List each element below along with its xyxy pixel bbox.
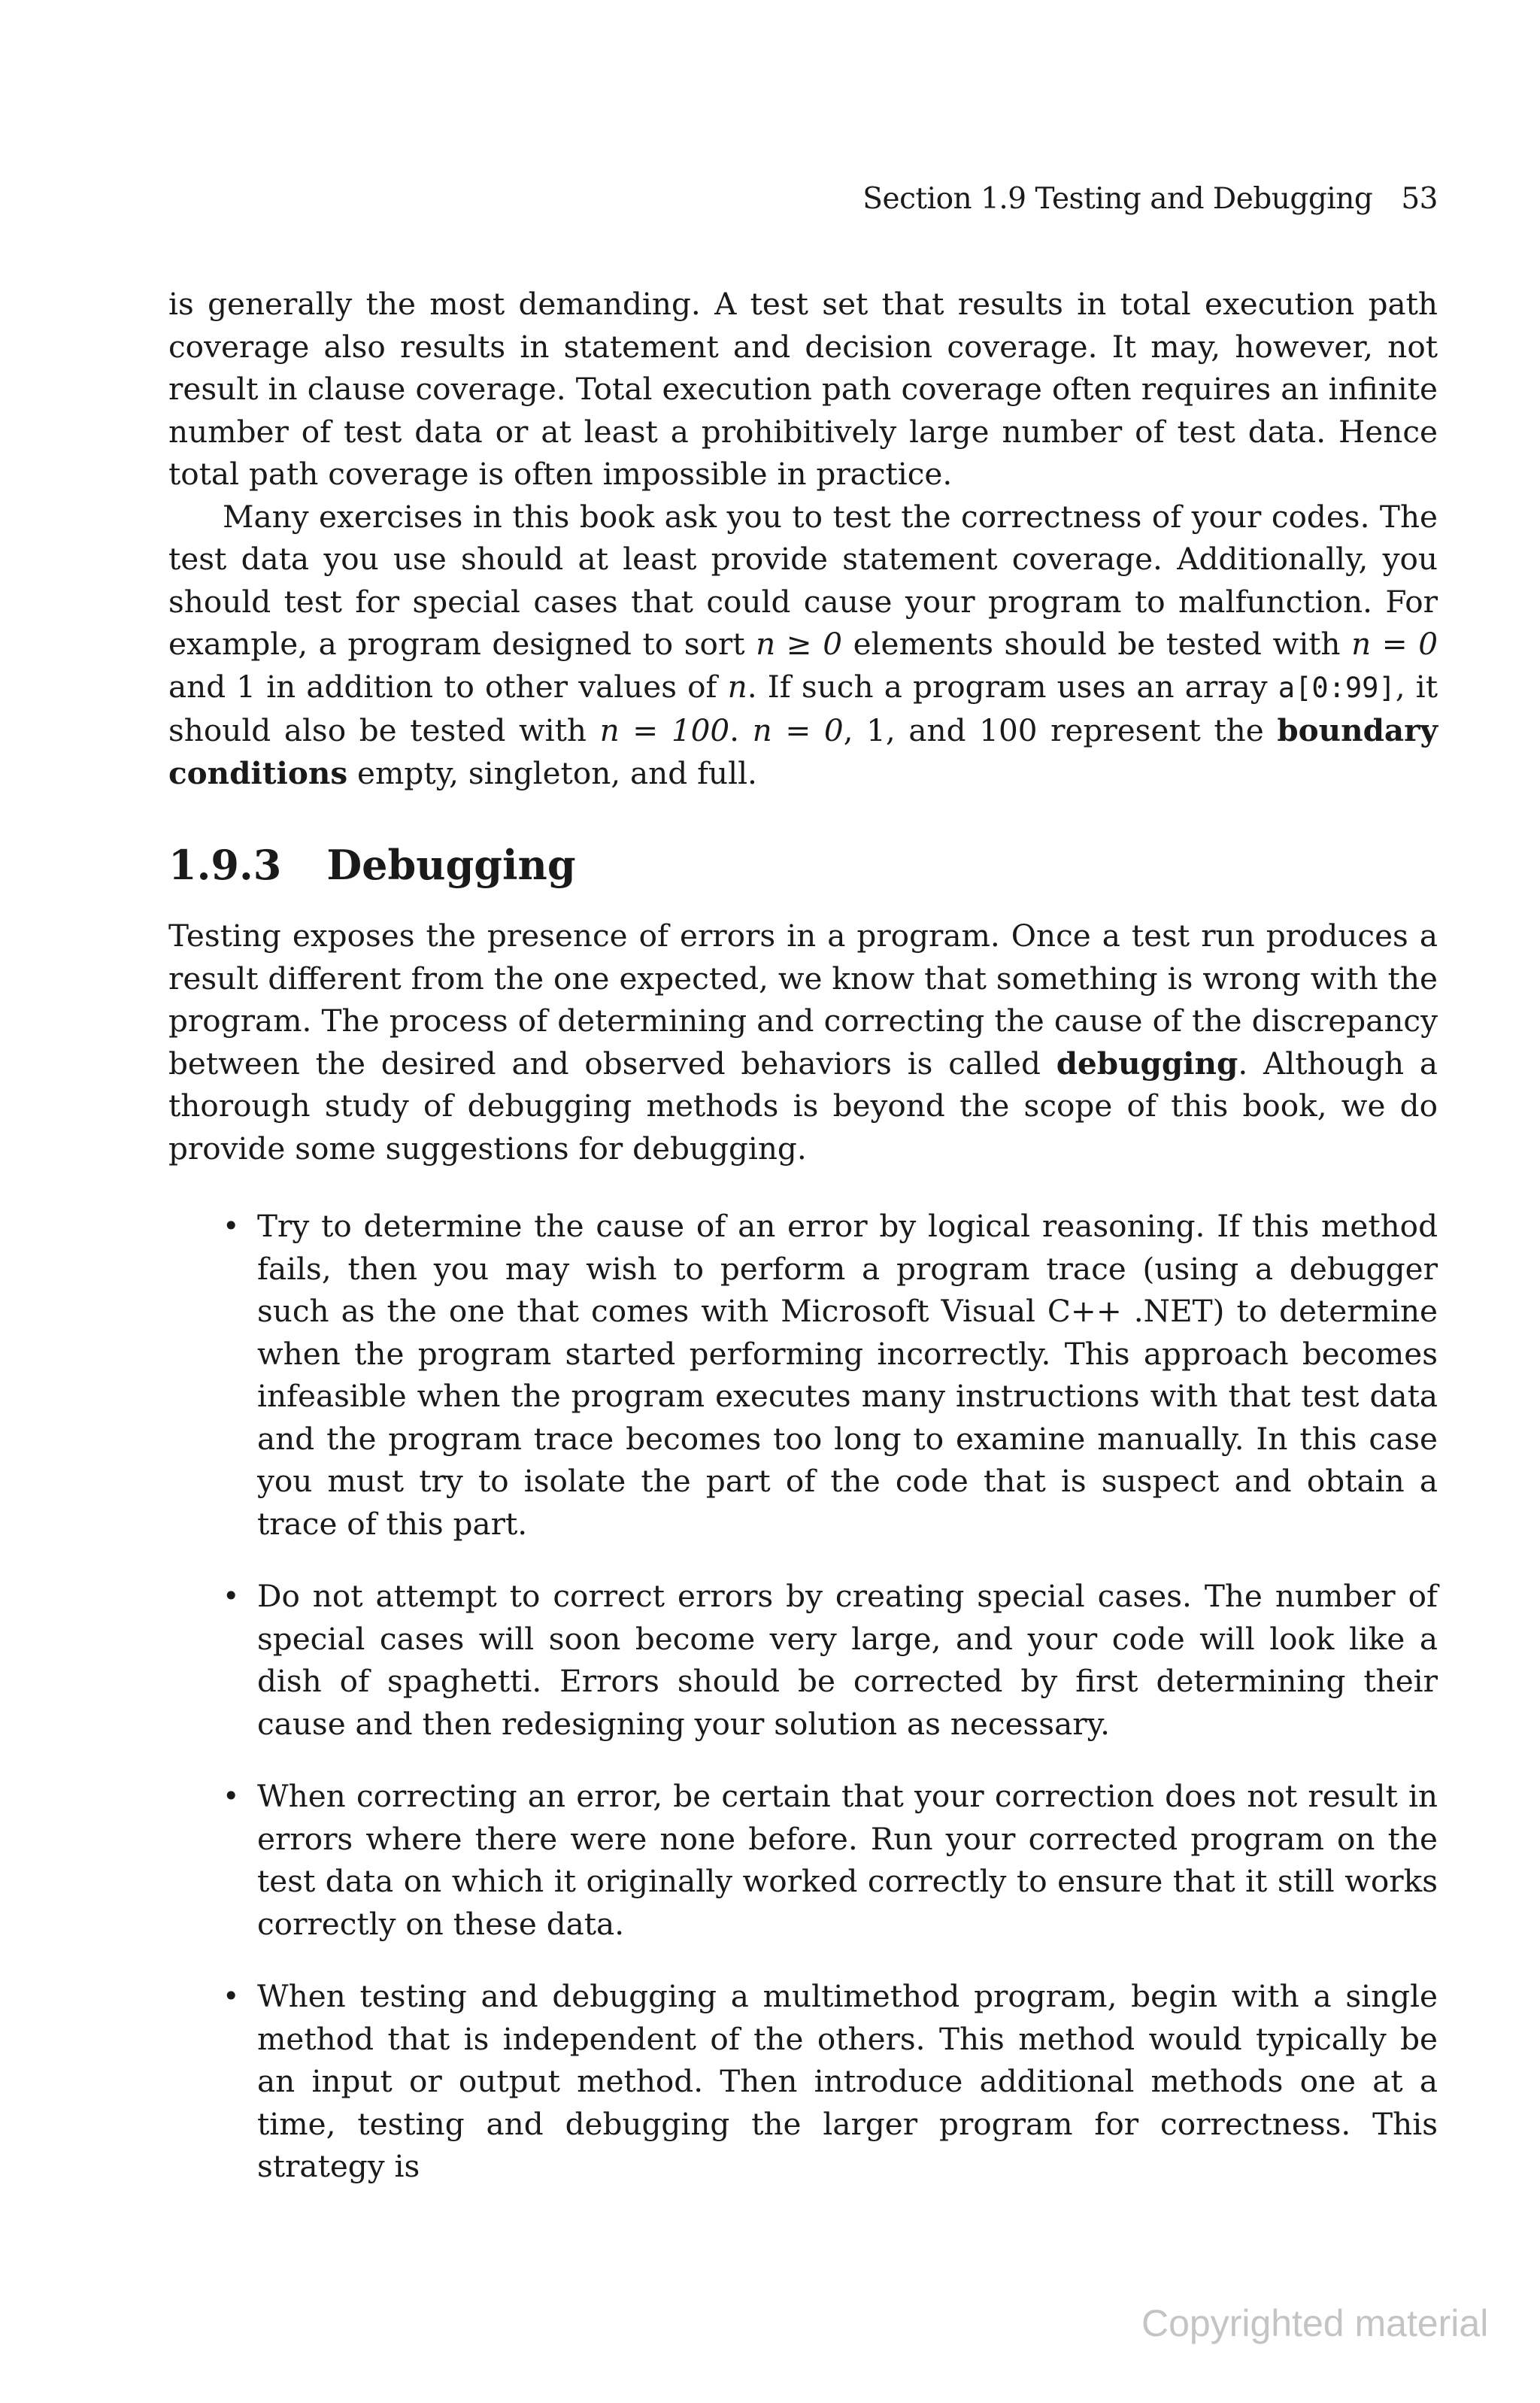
text-run: , 1, and 100 represent the — [843, 712, 1278, 748]
list-item-text: When correcting an error, be certain that your correction does not result in errors where there were none before. Run your corrected program on the test data on which it originally worked correctly to ensure that it still works correctly on these data. — [257, 1778, 1438, 1942]
section-number: 1.9.3 — [168, 841, 282, 889]
text-run: empty, singleton, and full. — [347, 754, 757, 791]
paragraph-test-data — [168, 496, 1438, 795]
bullet-icon: • — [223, 1779, 240, 1813]
bullet-icon: • — [223, 1209, 240, 1242]
list-item — [168, 1575, 1438, 1745]
list-item — [168, 1975, 1438, 2188]
debugging-suggestions-list — [168, 1205, 1438, 2188]
copyright-watermark: Copyrighted material — [1141, 2302, 1489, 2344]
section-heading — [168, 841, 576, 889]
bullet-icon: • — [223, 1980, 240, 2013]
math-inline: n — [727, 668, 747, 705]
paragraph-path-coverage: is generally the most demanding. A test set that results in total execution path coverage also results in statement and decision coverage. It may, however, not result in clause coverage. Total execution path coverage often requires an infinite number of test data or at least a prohibitively large number of test data. Hence total path coverage is often impossible in practice. — [168, 286, 1438, 492]
text-run: . — [729, 712, 753, 748]
section-title: Debugging — [326, 841, 576, 889]
math-inline: n ≥ 0 — [756, 626, 843, 662]
text-run: and 1 in addition to other values of — [168, 668, 728, 705]
math-inline: n = 0 — [752, 712, 844, 748]
intro-text — [168, 283, 1438, 794]
term-boundary-conditions: boundary conditions — [168, 712, 1438, 791]
list-item-text: Do not attempt to correct errors by creating special cases. The number of special cases will soon become very large, and your code will look like a dish of spaghetti. Errors should be corrected by first determining their cause and then redesigning your solution as necessary. — [257, 1578, 1438, 1742]
list-item-text: When testing and debugging a multimethod program, begin with a single method that is independent of the others. This method would typically be an input or output method. Then introduce additional methods one at a time, testing and debugging the larger program for correctness. This strategy is — [257, 1978, 1438, 2184]
text-run: , it should also be tested with — [168, 668, 1438, 748]
code-inline: a[0:99] — [1278, 671, 1396, 704]
math-inline: n = 100 — [599, 712, 730, 748]
bullet-icon: • — [223, 1579, 240, 1613]
text-run: . Although a thorough study of debugging methods is beyond the scope of this book, we do provide some suggestions for debugging. — [168, 1045, 1438, 1167]
list-item — [168, 1775, 1438, 1945]
math-inline: n = 0 — [1351, 626, 1438, 662]
page-number: 53 — [1401, 182, 1438, 216]
debugging-intro — [168, 915, 1438, 1170]
text-run: Many exercises in this book ask you to test the correctness of your codes. The test data you use should at least provide statement coverage. Additionally, you should test for special cases that could cause your program to malfunction. For example, a program designed to sort — [168, 498, 1438, 662]
list-item — [168, 1205, 1438, 1545]
running-header — [827, 182, 1438, 216]
paragraph-debugging-definition — [168, 915, 1438, 1170]
list-item-text: Try to determine the cause of an error by logical reasoning. If this method fails, then you may wish to perform a program trace (using a debugger such as the one that comes with Microsoft Visual C++ .NET) to determine when the program started performing incorrectly. This approach becomes infeasible when the program executes many instructions with that test data and the program trace becomes too long to examine manually. In this case you must try to isolate the part of the code that is suspect and obtain a trace of this part. — [257, 1208, 1438, 1542]
text-run: elements should be tested with — [842, 626, 1352, 662]
term-debugging: debugging — [1056, 1045, 1238, 1082]
text-run: Testing exposes the presence of errors in a program. Once a test run produces a result different from the one expected, we know that something is wrong with the program. The process of determining and correcting the cause of the discrepancy between the desired and observed behaviors is called — [168, 918, 1438, 1082]
running-title: Section 1.9 Testing and Debugging — [862, 182, 1373, 216]
text-run: . If such a program uses an array — [747, 668, 1278, 705]
